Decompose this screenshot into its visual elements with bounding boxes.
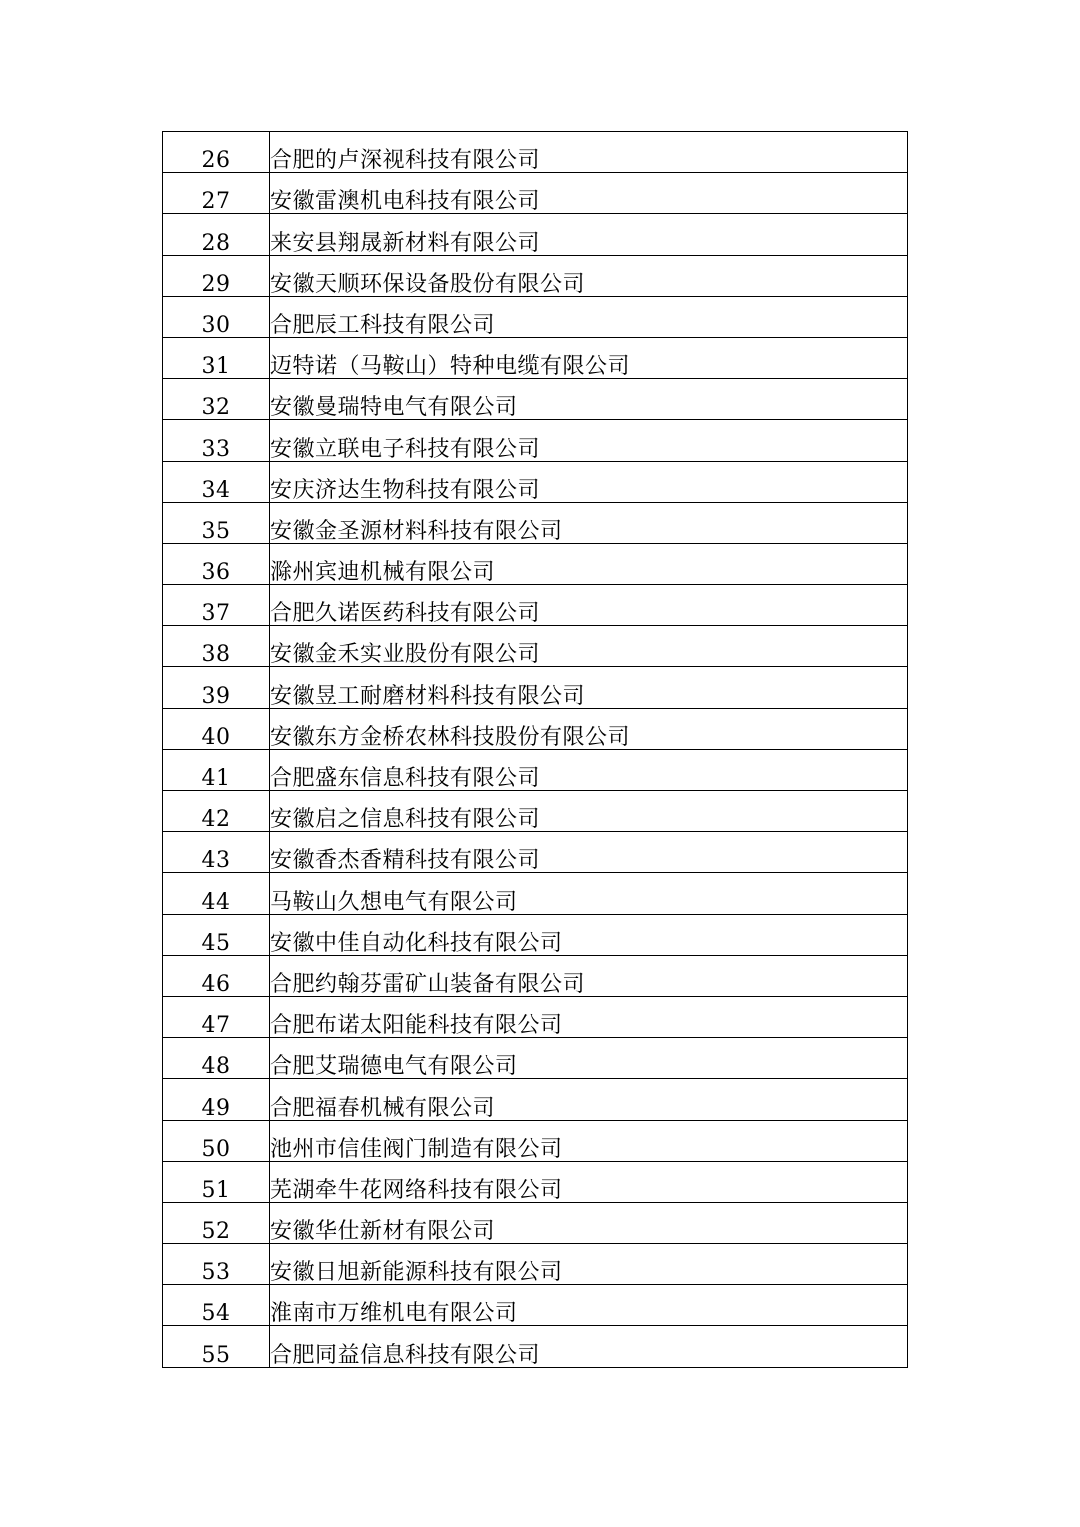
row-number: 30 (163, 296, 270, 337)
table-row (163, 667, 908, 708)
table-row (163, 461, 908, 502)
table-row (163, 914, 908, 955)
table-row (163, 1079, 908, 1120)
company-list-body (163, 132, 908, 1368)
company-name: 安徽启之信息科技有限公司 (270, 791, 908, 832)
company-list-table (162, 131, 908, 1368)
row-number: 44 (163, 873, 270, 914)
row-number: 31 (163, 337, 270, 378)
row-number: 39 (163, 667, 270, 708)
row-number: 47 (163, 996, 270, 1037)
table-row (163, 543, 908, 584)
table-row (163, 955, 908, 996)
company-name: 合肥久诺医药科技有限公司 (270, 585, 908, 626)
row-number: 29 (163, 255, 270, 296)
row-number: 45 (163, 914, 270, 955)
table-row (163, 791, 908, 832)
row-number: 49 (163, 1079, 270, 1120)
row-number: 51 (163, 1161, 270, 1202)
table-row (163, 337, 908, 378)
company-name: 芜湖牵牛花网络科技有限公司 (270, 1161, 908, 1202)
table-row (163, 173, 908, 214)
row-number: 32 (163, 379, 270, 420)
row-number: 34 (163, 461, 270, 502)
company-name: 安徽雷澳机电科技有限公司 (270, 173, 908, 214)
row-number: 41 (163, 749, 270, 790)
table-row (163, 379, 908, 420)
table-row (163, 585, 908, 626)
row-number: 40 (163, 708, 270, 749)
table-row (163, 1120, 908, 1161)
row-number: 33 (163, 420, 270, 461)
row-number: 54 (163, 1285, 270, 1326)
company-name: 合肥同益信息科技有限公司 (270, 1326, 908, 1367)
table-row (163, 1038, 908, 1079)
row-number: 55 (163, 1326, 270, 1367)
table-row (163, 1161, 908, 1202)
table-row (163, 832, 908, 873)
company-name: 合肥的卢深视科技有限公司 (270, 132, 908, 173)
company-name: 安徽香杰香精科技有限公司 (270, 832, 908, 873)
company-name: 安徽金圣源材料科技有限公司 (270, 502, 908, 543)
table-row (163, 873, 908, 914)
company-name: 来安县翔晟新材料有限公司 (270, 214, 908, 255)
table-row (163, 1285, 908, 1326)
company-name: 安徽天顺环保设备股份有限公司 (270, 255, 908, 296)
company-name: 池州市信佳阀门制造有限公司 (270, 1120, 908, 1161)
table-row (163, 749, 908, 790)
row-number: 28 (163, 214, 270, 255)
row-number: 26 (163, 132, 270, 173)
company-name: 安徽金禾实业股份有限公司 (270, 626, 908, 667)
company-name: 安徽昱工耐磨材料科技有限公司 (270, 667, 908, 708)
table-row (163, 1202, 908, 1243)
row-number: 53 (163, 1244, 270, 1285)
table-row (163, 255, 908, 296)
table-row (163, 1244, 908, 1285)
company-name: 马鞍山久想电气有限公司 (270, 873, 908, 914)
company-name: 合肥艾瑞德电气有限公司 (270, 1038, 908, 1079)
row-number: 43 (163, 832, 270, 873)
company-name: 安徽曼瑞特电气有限公司 (270, 379, 908, 420)
row-number: 38 (163, 626, 270, 667)
row-number: 46 (163, 955, 270, 996)
company-name: 安徽华仕新材有限公司 (270, 1202, 908, 1243)
row-number: 37 (163, 585, 270, 626)
company-name: 合肥约翰芬雷矿山装备有限公司 (270, 955, 908, 996)
table-row (163, 626, 908, 667)
table-row (163, 708, 908, 749)
company-name: 安徽立联电子科技有限公司 (270, 420, 908, 461)
row-number: 36 (163, 543, 270, 584)
company-name: 合肥盛东信息科技有限公司 (270, 749, 908, 790)
row-number: 50 (163, 1120, 270, 1161)
row-number: 52 (163, 1202, 270, 1243)
table-row (163, 502, 908, 543)
table-row (163, 1326, 908, 1367)
company-name: 安徽日旭新能源科技有限公司 (270, 1244, 908, 1285)
table-row (163, 214, 908, 255)
company-name: 安徽中佳自动化科技有限公司 (270, 914, 908, 955)
row-number: 35 (163, 502, 270, 543)
company-name: 合肥福春机械有限公司 (270, 1079, 908, 1120)
company-name: 安徽东方金桥农林科技股份有限公司 (270, 708, 908, 749)
company-name: 安庆济达生物科技有限公司 (270, 461, 908, 502)
row-number: 27 (163, 173, 270, 214)
table-row (163, 296, 908, 337)
table-row (163, 996, 908, 1037)
company-name: 合肥辰工科技有限公司 (270, 296, 908, 337)
table-row (163, 132, 908, 173)
company-name: 合肥布诺太阳能科技有限公司 (270, 996, 908, 1037)
company-name: 迈特诺（马鞍山）特种电缆有限公司 (270, 337, 908, 378)
company-name: 滁州宾迪机械有限公司 (270, 543, 908, 584)
row-number: 48 (163, 1038, 270, 1079)
company-name: 淮南市万维机电有限公司 (270, 1285, 908, 1326)
row-number: 42 (163, 791, 270, 832)
table-row (163, 420, 908, 461)
